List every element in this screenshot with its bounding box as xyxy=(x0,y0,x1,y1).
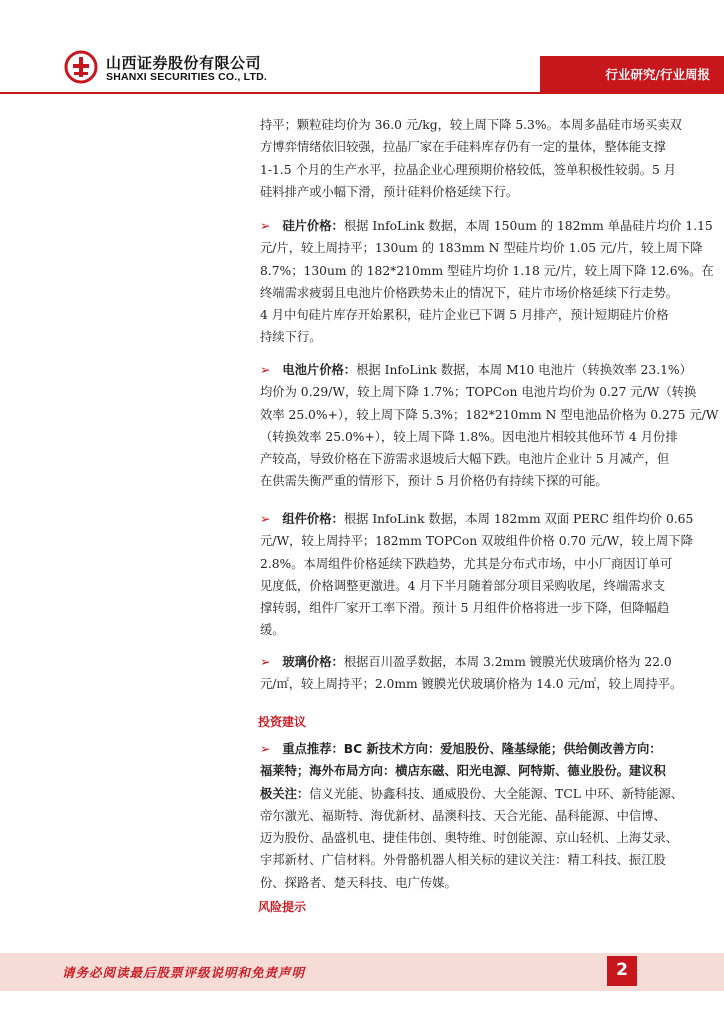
footer-disclaimer: 请务必阅读最后股票评级说明和免责声明 xyxy=(62,965,306,980)
text-line: 宇邦新材、广信材料。外骨骼机器人相关标的建议关注：精工科技、振江股 xyxy=(260,853,666,868)
text-line: 产较高，导致价格在下游需求退坡后大幅下跌。电池片企业计 5 月减产，但 xyxy=(260,452,670,467)
bullet-arrow-icon: ➢ xyxy=(260,512,271,526)
text-line: 元/W，较上周持平；182mm TOPCon 双玻组件价格 0.70 元/W，较上周下降 xyxy=(260,534,693,549)
text-line: 根据 InfoLink 数据，本周 150um 的 182mm 单晶硅片均价 1.15 xyxy=(343,219,713,233)
header-divider xyxy=(0,92,724,94)
section-title-invest: 投资建议 xyxy=(258,715,307,729)
text-line: 信义光能、协鑫科技、通威股份、大全能源、TCL 中环、新特能源、 xyxy=(309,786,684,801)
text-line: 份、探路者、楚天科技、电广传媒。 xyxy=(260,875,457,890)
text-line: 根据 InfoLink 数据，本周 182mm 双面 PERC 组件均价 0.65 xyxy=(343,512,694,526)
paragraph-polysilicon xyxy=(260,114,686,203)
paragraph-wafer xyxy=(260,215,714,349)
company-name-en: SHANXI SECURITIES CO., LTD. xyxy=(106,71,267,83)
section-title-risk: 风险提示 xyxy=(258,900,307,914)
text-line: 根据 InfoLink 数据，本周 M10 电池片（转换效率 23.1%） xyxy=(356,363,692,377)
text-line: 根据百川盈孚数据，本周 3.2mm 镀膜光伏玻璃价格为 22.0 xyxy=(343,655,672,669)
text-line: 均价为 0.29/W，较上周下降 1.7%；TOPCon 电池片均价为 0.27 元/W（转换 xyxy=(260,385,697,400)
invest-bold-line: 福莱特；海外布局方向：横店东磁、阳光电源、阿特斯、德业股份。建议积 xyxy=(260,764,666,779)
text-line: 持续下行。 xyxy=(260,330,322,345)
text-line: 元/片，较上周持平；130um 的 183mm N 型硅片均价 1.05 元/片，较上周下降 xyxy=(260,241,703,256)
bullet-arrow-icon: ➢ xyxy=(260,742,271,756)
paragraph-glass xyxy=(260,651,686,696)
paragraph-invest xyxy=(260,738,686,894)
text-line: （转换效率 25.0%+），较上周下降 1.8%。因电池片相较其他环节 4 月份排 xyxy=(260,429,678,444)
bullet-arrow-icon: ➢ xyxy=(260,363,271,377)
text-line: 迈为股份、晶盛机电、捷佳伟创、奥特维、时创能源、京山轻机、上海艾录、 xyxy=(260,831,679,846)
module-title: 组件价格： xyxy=(282,512,344,526)
text-line: 缓。 xyxy=(260,623,285,638)
text-line: 硅料排产或小幅下滑，预计硅料价格延续下行。 xyxy=(260,184,519,199)
invest-attention-label: 极关注： xyxy=(260,786,310,801)
text-line: 1-1.5 个月的生产水平，拉晶企业心理预期价格较低，签单积极性较弱。5 月 xyxy=(260,162,677,177)
paragraph-cell xyxy=(260,359,719,493)
text-line: 持平；颗粒硅均价为 36.0 元/kg，较上周下降 5.3%。本周多晶硅市场买卖双 xyxy=(260,118,682,132)
text-line: 8.7%；130um 的 182*210mm 型硅片均价 1.18 元/片，较上周下降 12.6%。在 xyxy=(260,263,714,278)
text-line: 终端需求疲弱且电池片价格跌势未止的情况下，硅片市场价格延续下行走势。 xyxy=(260,285,679,300)
text-line: 元/㎡，较上周持平；2.0mm 镀膜光伏玻璃价格为 14.0 元/㎡，较上周持平。 xyxy=(260,677,683,692)
company-name-cn: 山西证券股份有限公司 xyxy=(106,54,262,72)
text-line: 4 月中旬硅片库存开始累积，硅片企业已下调 5 月排产，预计短期硅片价格 xyxy=(260,308,669,323)
logo-icon xyxy=(64,50,98,84)
cell-title: 电池片价格： xyxy=(282,363,357,377)
glass-title: 玻璃价格： xyxy=(282,655,344,669)
bullet-arrow-icon: ➢ xyxy=(260,219,271,233)
invest-bold-line: 重点推荐：BC 新技术方向：爱旭股份、隆基绿能；供给侧改善方向： xyxy=(282,742,662,756)
text-line: 撑转弱，组件厂家开工率下滑。预计 5 月组件价格将进一步下降，但降幅趋 xyxy=(260,601,670,616)
page-number: 2 xyxy=(616,960,628,980)
text-line: 2.8%。本周组件价格延续下跌趋势，尤其是分布式市场，中小厂商因订单可 xyxy=(260,556,673,571)
bullet-arrow-icon: ➢ xyxy=(260,655,271,669)
text-line: 在供需失衡严重的情形下，预计 5 月价格仍有持续下探的可能。 xyxy=(260,474,608,489)
text-line: 见度低，价格调整更激进。4 月下半月随着部分项目采购收尾，终端需求支 xyxy=(260,578,666,593)
paragraph-module xyxy=(260,508,694,642)
report-category-band xyxy=(540,56,724,92)
text-line: 帝尔激光、福斯特、海优新材、晶澳科技、天合光能、晶科能源、中信博、 xyxy=(260,808,666,823)
wafer-title: 硅片价格： xyxy=(282,219,344,233)
text-line: 方博弈情绪依旧较强，拉晶厂家在手硅料库存仍有一定的量体，整体能支撑 xyxy=(260,140,666,155)
report-category: 行业研究/行业周报 xyxy=(605,67,710,82)
text-line: 效率 25.0%+），较上周下降 5.3%；182*210mm N 型电池品价格为 0.275 元/W xyxy=(260,407,719,422)
page-number-box xyxy=(607,956,637,986)
